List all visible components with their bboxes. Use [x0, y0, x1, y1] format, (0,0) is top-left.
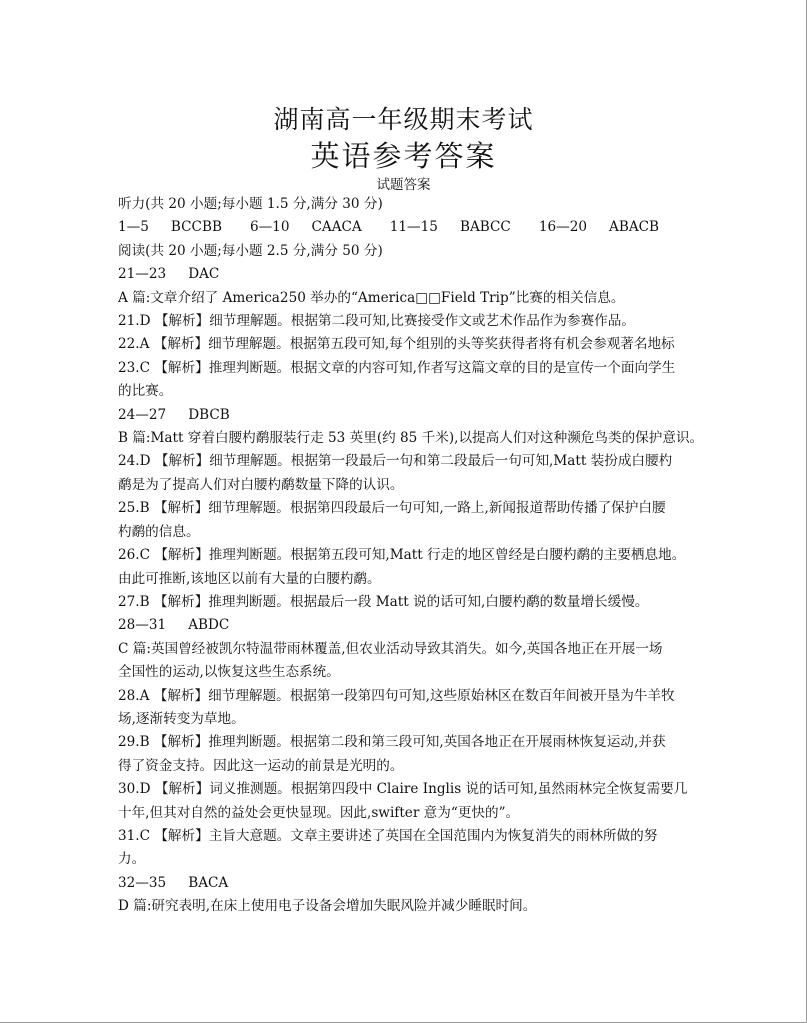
- answer-range: 16—20: [538, 219, 588, 236]
- answer-letters: BCCBB: [170, 219, 222, 236]
- answer-letters: ABACB: [609, 219, 660, 236]
- explanation-line: D 篇:研究表明,在床上使用电子设备会增加失眠风险并减少睡眠时间。: [118, 898, 537, 915]
- answer-letters: DBCB: [188, 406, 230, 423]
- answer-key-title: 英语参考答案: [310, 139, 497, 173]
- answer-group-line: [118, 404, 708, 427]
- explanation-line: 24.D 【解析】细节理解题。根据第一段最后一句和第二段最后一句可知,Matt 装扮成白腰杓: [118, 453, 673, 470]
- explanation-line: 十年,但其对自然的益处会更快显现。因此,swifter 意为“更快的”。: [118, 804, 520, 821]
- answer-letters: DAC: [188, 266, 220, 283]
- explanation-line: 31.C 【解析】主旨大意题。文章主要讲述了英国在全国范围内为恢复消失的雨林所做的努: [118, 827, 658, 844]
- explanation-line: 21.D 【解析】细节理解题。根据第二段可知,比赛接受作文或艺术作品作为参赛作品。: [118, 313, 635, 330]
- explanation-line: 28.A 【解析】细节理解题。根据第一段第四句可知,这些原始林区在数百年间被开垦为牛羊牧: [118, 687, 675, 704]
- explanation-line: 25.B 【解析】细节理解题。根据第四段最后一句可知,一路上,新闻报道帮助传播了保护白腰: [118, 500, 666, 517]
- explanation-line: 场,逐渐转变为草地。: [118, 710, 245, 727]
- explanation-line: 的比赛。: [118, 383, 173, 400]
- explanation-line: 得了资金支持。因此这一运动的前景是光明的。: [118, 757, 404, 774]
- answer-letters: CAACA: [311, 219, 362, 236]
- exam-title: 湖南高一年级期末考试: [273, 105, 534, 134]
- answer-range: 21—23: [118, 266, 167, 283]
- explanation-line: C 篇:英国曾经被凯尔特温带雨林覆盖,但农业活动导致其消失。如今,英国各地正在开展一场: [118, 640, 663, 657]
- explanation-line: 26.C 【解析】推理判断题。根据第五段可知,Matt 行走的地区曾经是白腰杓鹬的主要栖息地。: [118, 547, 686, 564]
- answer-letters: ABDC: [188, 617, 230, 634]
- listening-answers: [118, 216, 708, 239]
- answer-range: 6—10: [249, 219, 290, 236]
- explanation-line: 27.B 【解析】推理判断题。根据最后一段 Matt 说的话可知,白腰杓鹬的数量增长缓慢。: [118, 593, 649, 610]
- explanation-line: 力。: [118, 851, 146, 868]
- explanation-line: 由此可推断,该地区以前有大量的白腰杓鹬。: [118, 570, 381, 587]
- answer-group-line: [118, 263, 708, 286]
- explanation-line: 22.A 【解析】细节理解题。根据第五段可知,每个组别的头等奖获得者将有机会参观著名地标: [118, 336, 675, 353]
- answer-range: 1—5: [118, 219, 149, 236]
- explanation-line: 23.C 【解析】推理判断题。根据文章的内容可知,作者写这篇文章的目的是宣传一个面向学生: [118, 359, 676, 376]
- explanation-line: 全国性的运动,以恢复这些生态系统。: [118, 664, 340, 681]
- explanation-line: 29.B 【解析】推理判断题。根据第二段和第三段可知,英国各地正在开展雨林恢复运动,并获: [118, 734, 666, 751]
- answer-range: 11—15: [389, 219, 438, 236]
- answer-letters: BACA: [188, 874, 229, 891]
- answer-letters: BABCC: [459, 219, 511, 236]
- listening-header: 听力(共 20 小题;每小题 1.5 分,满分 30 分): [118, 196, 383, 212]
- reading-header: 阅读(共 20 小题;每小题 2.5 分,满分 50 分): [118, 242, 383, 259]
- explanation-line: 杓鹬的信息。: [118, 523, 200, 540]
- explanation-line: B 篇:Matt 穿着白腰杓鹬服装行走 53 英里(约 85 千米),以提高人们对这种濒危鸟类的保护意识。: [118, 430, 704, 447]
- answer-group-line: [118, 614, 708, 637]
- answer-range: 28—31: [118, 617, 167, 634]
- subtitle: 试题答案: [376, 177, 431, 193]
- answer-range: 32—35: [118, 874, 167, 891]
- answer-group-line: [118, 872, 708, 895]
- answer-range: 24—27: [118, 406, 167, 423]
- explanation-line: 30.D 【解析】词义推测题。根据第四段中 Claire Inglis 说的话可知,虽然雨林完全恢复需要几: [118, 781, 688, 798]
- answer-lines: [118, 263, 708, 918]
- explanation-line: A 篇:文章介绍了 America250 举办的“America□□Field Trip”比赛的相关信息。: [118, 289, 625, 306]
- answer-content: [118, 193, 708, 919]
- explanation-line: 鹬是为了提高人们对白腰杓鹬数量下降的认识。: [118, 476, 404, 493]
